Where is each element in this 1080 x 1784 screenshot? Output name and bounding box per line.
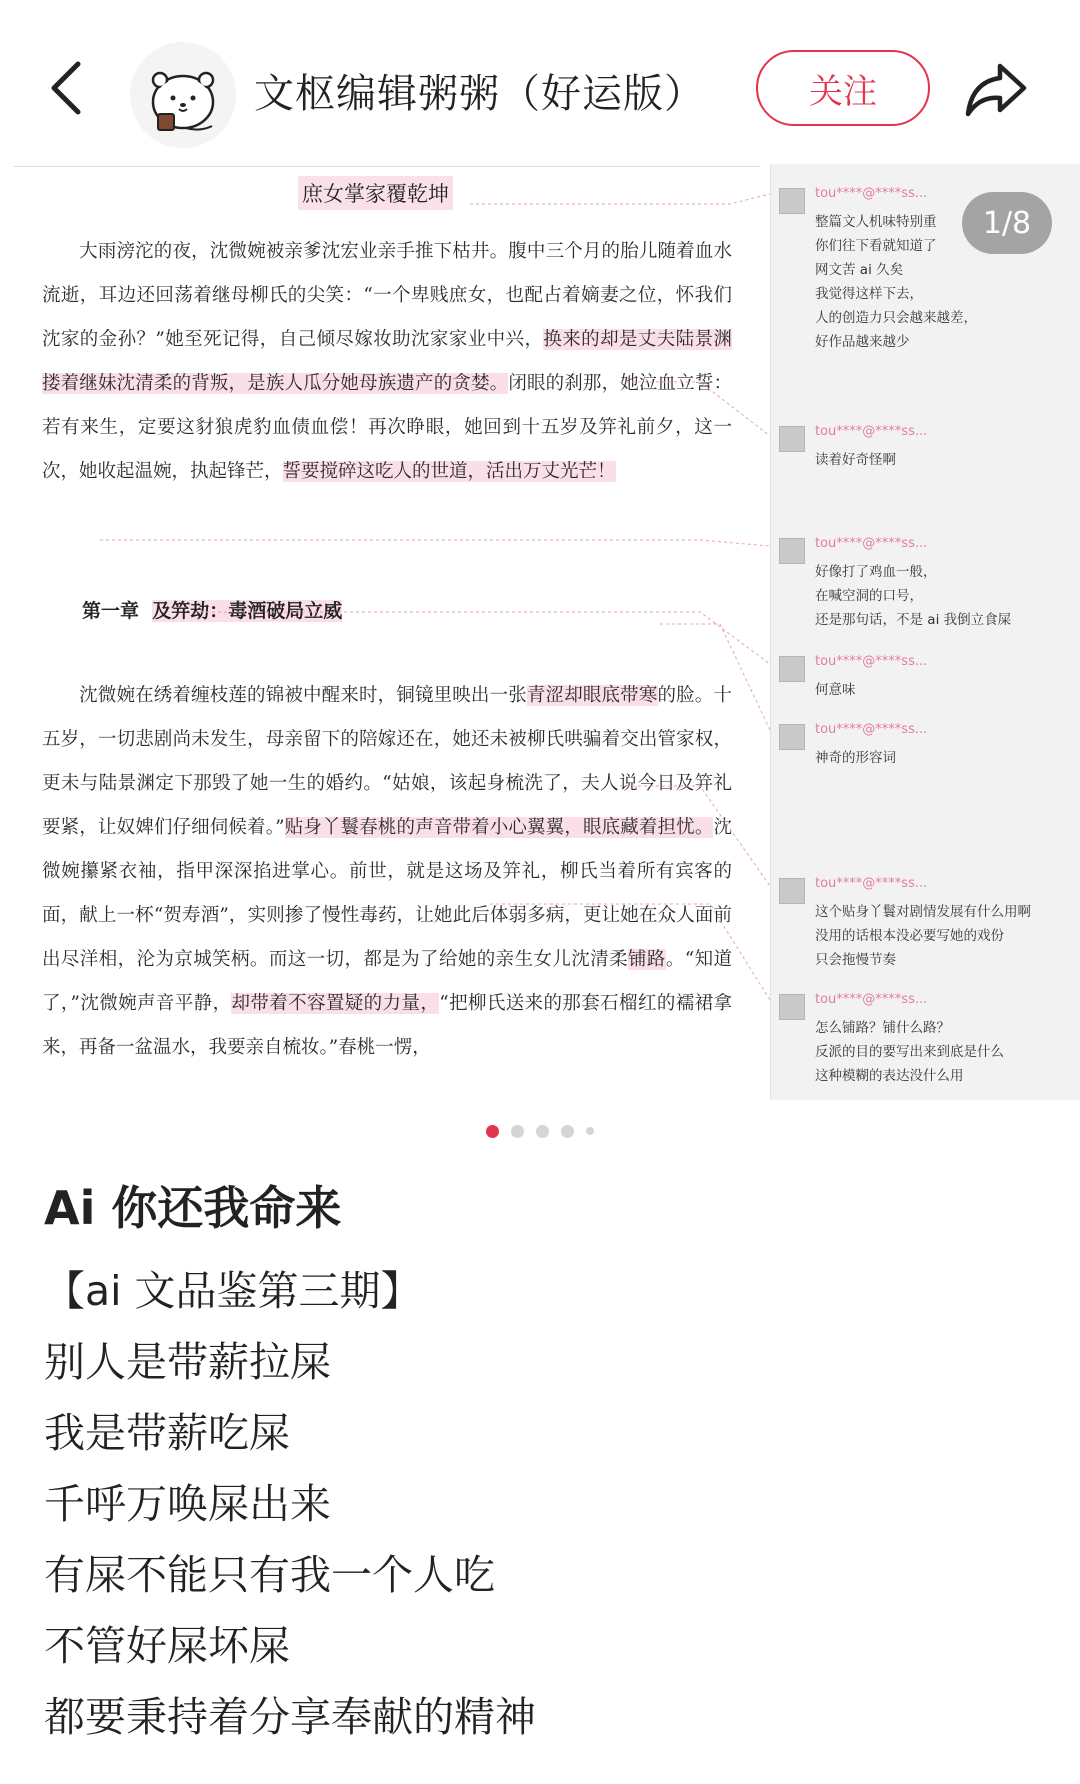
- chapter-label: 第一章: [82, 600, 140, 622]
- doc-text: 沈微婉攥紧衣袖，指甲深深掐进掌心。前世，就是这场及笄礼，柳氏当着所有宾客的面，献上一杯“贺寿酒”，实则掺了慢性毒药，让她此后体弱多病，更让她在众人面前出尽洋相，沦为京城笑柄。而这一切，都是为了给她的亲生女儿沈清柔: [42, 817, 732, 970]
- page-indicator: 1/8: [962, 192, 1052, 254]
- share-icon[interactable]: [962, 56, 1030, 120]
- comment-text: 何意味: [815, 682, 856, 698]
- carousel-dot-active[interactable]: [486, 1125, 499, 1138]
- comment-user: tou****@****ss...: [815, 876, 928, 891]
- top-bar: [0, 0, 1080, 168]
- highlighted-text: 换来的却是丈夫陆景渊搂着继妹沈清柔的背叛，是族人瓜分她母族遗产的贪婪。: [42, 329, 732, 394]
- comment-user: tou****@****ss...: [815, 722, 928, 737]
- doc-text: “把柳氏送来的那套石榴红的襦裙拿来，再备一盆温水，我要亲自梳妆。”春桃一愣，: [42, 993, 732, 1058]
- post-line: 有屎不能只有我一个人吃: [44, 1551, 495, 1599]
- carousel-dot[interactable]: [511, 1125, 524, 1138]
- post-line: 【ai 文品鉴第三期】: [44, 1267, 422, 1315]
- post-line: 别人是带薪拉屎: [44, 1338, 331, 1386]
- highlighted-text: 青涩却眼底带寒: [526, 685, 658, 706]
- doc-text: 。“知道了，”沈微婉声音平静，: [42, 949, 732, 1014]
- doc-text: 沈微婉在绣着缠枝莲的锦被中醒来时，铜镜里映出一张: [79, 685, 527, 706]
- author-name[interactable]: 文枢编辑粥粥（好运版）: [254, 71, 705, 117]
- post-line: 我是带薪吃屎: [44, 1409, 290, 1457]
- post-body: [44, 1256, 536, 1753]
- post-title: Ai 你还我命来: [44, 1181, 342, 1235]
- back-arrow-icon[interactable]: [44, 56, 88, 120]
- comment-text: 整篇文人机味特别重 你们往下看就知道了 网文苦 ai 久矣 我觉得这样下去， 人的创造力只会越来越差， 好作品越来越少: [815, 214, 977, 350]
- highlighted-text: 誓要搅碎这吃人的世道，活出万丈光芒！: [282, 461, 616, 482]
- bear-avatar-icon: [130, 42, 236, 148]
- carousel-dot[interactable]: [586, 1127, 594, 1135]
- image-carousel[interactable]: [0, 164, 1080, 1100]
- author-avatar[interactable]: [130, 42, 236, 148]
- comment-user: tou****@****ss...: [815, 424, 928, 439]
- comment-user: tou****@****ss...: [815, 536, 928, 551]
- comment-connector-lines: [0, 164, 1080, 1100]
- comment-text: 怎么铺路？铺什么路？ 反派的目的要写出来到底是什么 这种模糊的表达没什么用: [815, 1020, 1004, 1084]
- comment-user: tou****@****ss...: [815, 992, 928, 1007]
- doc-text: 的脸。十五岁，一切悲剧尚未发生，母亲留下的陪嫁还在，她还未被柳氏哄骗着交出管家权，更未与陆景渊定下那毁了她一生的婚约。“姑娘，该起身梳洗了，夫人说今日及笄礼要紧，让奴婢们仔细伺候着。”: [42, 685, 732, 838]
- doc-text: 大雨滂沱的夜，沈微婉被亲爹沈宏业亲手推下枯井。腹中三个月的胎儿随着血水流逝，耳边还回荡着继母柳氏的尖笑：“一个卑贱庶女，也配占着嫡妻之位，怀我们沈家的金孙？”她至死记得，自己倾尽嫁妆助沈家家业中兴，: [42, 241, 732, 350]
- comment-user: tou****@****ss...: [815, 654, 928, 669]
- comment-text: 神奇的形容词: [815, 750, 896, 766]
- carousel-dots: [0, 1122, 1080, 1140]
- highlighted-text: 铺路: [628, 949, 666, 970]
- comment-text: 这个贴身丫鬟对剧情发展有什么用啊 没用的话根本没必要写她的戏份 只会拖慢节奏: [815, 904, 1031, 968]
- carousel-dot[interactable]: [561, 1125, 574, 1138]
- comment-user: tou****@****ss...: [815, 186, 928, 201]
- doc-text: 闭眼的刹那，她泣血立誓：若有来生，定要这豺狼虎豹血债血偿！再次睁眼，她回到十五岁及笄礼前夕，这一次，她收起温婉，执起锋芒，: [42, 373, 732, 482]
- comment-text: 好像打了鸡血一般， 在喊空洞的口号， 还是那句话，不是 ai 我倒立食屎: [815, 564, 1012, 628]
- follow-button[interactable]: 关注: [756, 50, 930, 126]
- post-line: 都要秉持着分享奉献的精神: [44, 1693, 536, 1741]
- comment-text: 读着好奇怪啊: [815, 452, 896, 468]
- highlighted-text: 贴身丫鬟春桃的声音带着小心翼翼，眼底藏着担忧。: [284, 817, 714, 838]
- post-line: 不管好屎坏屎: [44, 1622, 290, 1670]
- post-line: 千呼万唤屎出来: [44, 1480, 331, 1528]
- highlighted-text: 却带着不容置疑的力量，: [231, 993, 440, 1014]
- doc-title: 庶女掌家覆乾坤: [298, 176, 453, 210]
- carousel-dot[interactable]: [536, 1125, 549, 1138]
- chapter-title: 及笄劫：毒酒破局立威: [152, 600, 343, 622]
